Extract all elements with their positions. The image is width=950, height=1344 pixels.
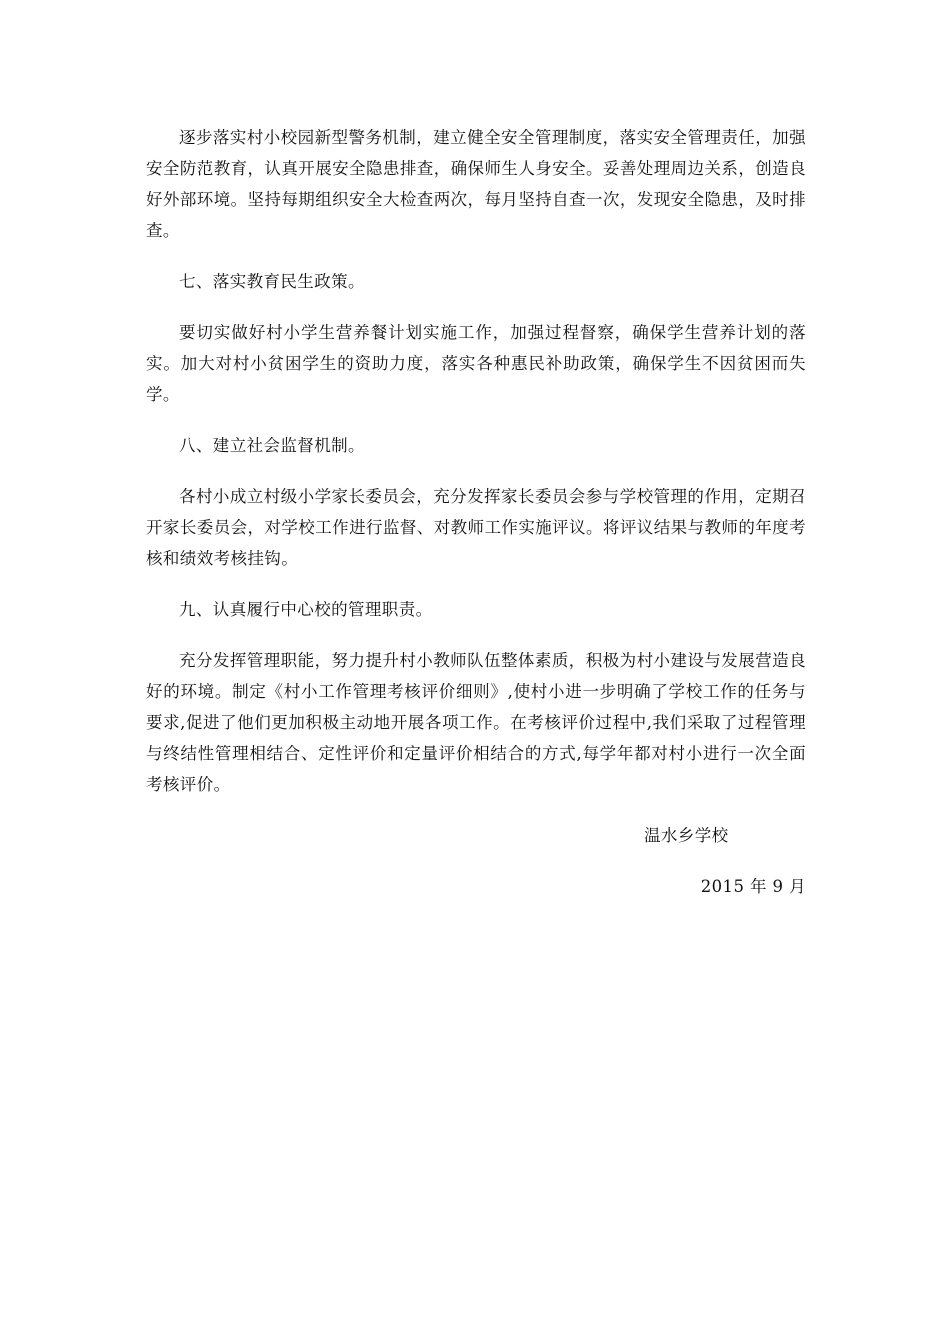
document-date: 2015 年 9 月 — [700, 877, 806, 896]
paragraph-safety: 逐步落实村小校园新型警务机制，建立健全安全管理制度，落实安全管理责任，加强安全防范教育，认真开展安全隐患排查，确保师生人身安全。妥善处理周边关系，创造良好外部环境。坚持每期组织安全大检查两次，每月坚持自查一次，发现安全隐患，及时排查。 — [146, 128, 806, 240]
heading-section-9: 九、认真履行中心校的管理职责。 — [179, 600, 433, 619]
paragraph-nutrition-policy: 要切实做好村小学生营养餐计划实施工作，加强过程督察，确保学生营养计划的落实。加大对村小贫困学生的资助力度，落实各种惠民补助政策，确保学生不因贫困而失学。 — [146, 323, 806, 404]
signature-school: 温水乡学校 — [644, 826, 729, 845]
heading-section-7: 七、落实教育民生政策。 — [179, 272, 365, 291]
heading-section-8: 八、建立社会监督机制。 — [179, 436, 365, 455]
document-page — [146, 122, 806, 902]
paragraph-parent-committee: 各村小成立村级小学家长委员会，充分发挥家长委员会参与学校管理的作用，定期召开家长委员会，对学校工作进行监督、对教师工作实施评议。将评议结果与教师的年度考核和绩效考核挂钩。 — [146, 487, 806, 568]
paragraph-management-duties: 充分发挥管理职能，努力提升村小教师队伍整体素质，积极为村小建设与发展营造良好的环境。制定《村小工作管理考核评价细则》,使村小进一步明确了学校工作的任务与要求,促进了他们更加积极主动地开展各项工作。在考核评价过程中,我们采取了过程管理与终结性管理相结合、定性评价和定量评价相结合的方式,每学年都对村小进行一次全面考核评价。 — [146, 651, 806, 794]
